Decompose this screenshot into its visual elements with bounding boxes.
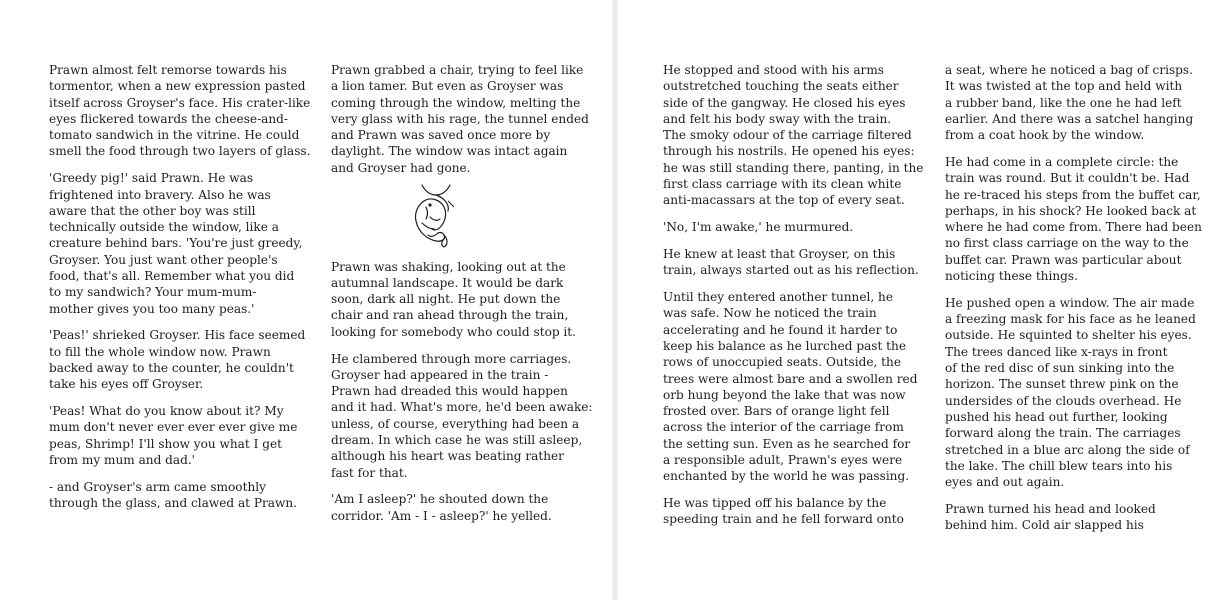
paragraph: [49, 62, 311, 160]
text-line: no first class carriage on the way to the: [945, 236, 1189, 251]
text-line: to fill the whole window now. Prawn: [49, 344, 271, 359]
text-column-4: [945, 62, 1202, 544]
text-line: Groyser. You just want other people's: [49, 252, 278, 267]
text-line: itself across Groyser's face. His crater-like: [49, 95, 311, 110]
text-line: train was round. But it couldn't be. Had: [945, 171, 1190, 186]
text-line: across the interior of the carriage from: [663, 420, 904, 435]
paragraph: [663, 62, 924, 209]
text-line: - and Groyser's arm came smoothly: [49, 479, 266, 494]
paragraph: [663, 219, 893, 235]
paragraph: [663, 246, 919, 279]
paragraph: [331, 351, 593, 481]
text-line: He stopped and stood with his arms: [663, 63, 885, 77]
text-line: Prawn almost felt remorse towards his: [49, 63, 287, 77]
text-line: 'Greedy pig!' said Prawn. He was: [49, 171, 254, 186]
text-line: enchanted by the world he was passing.: [663, 469, 910, 484]
text-line: corridor. 'Am - I - asleep?' he yelled.: [331, 508, 552, 523]
text-line: The trees danced like x-rays in front: [945, 344, 1168, 359]
text-line: first class carriage with its clean white: [663, 177, 902, 192]
text-line: speeding train and he fell forward onto: [663, 512, 904, 527]
text-line: dream. In which case he was still asleep,: [331, 433, 583, 448]
text-line: forward along the train. The carriages: [945, 426, 1181, 441]
text-line: 'No, I'm awake,' he murmured.: [663, 220, 854, 235]
text-line: rows of unoccupied seats. Outside, the: [663, 355, 901, 370]
text-line: creature behind bars. 'You're just greedy,: [49, 236, 303, 251]
text-line: fast for that.: [331, 465, 408, 480]
text-column-1: [49, 62, 311, 522]
text-line: mother gives you too many peas.': [49, 301, 255, 316]
text-line: of the red disc of sun sinking into the: [945, 361, 1175, 376]
text-line: the setting sun. Even as he searched for: [663, 436, 911, 451]
text-line: and it had. What's more, he'd been awake:: [331, 400, 593, 415]
text-line: he was still standing there, panting, in the: [663, 160, 924, 175]
text-line: perhaps, in his shock? He looked back at: [945, 203, 1197, 218]
text-line: a responsible adult, Prawn's eyes were: [663, 453, 903, 468]
text-line: and Groyser had gone.: [331, 160, 471, 175]
text-line: a rubber band, like the one he had left: [945, 95, 1182, 110]
text-line: from my mum and dad.': [49, 453, 196, 468]
text-line: backed away to the counter, he couldn't: [49, 361, 294, 376]
paragraph: [945, 501, 1175, 534]
paragraph: [49, 327, 306, 392]
text-column-2: [331, 62, 593, 535]
text-line: where he had come from. There had been: [945, 220, 1202, 235]
text-line: 'Peas!' shrieked Groyser. His face seemed: [49, 328, 306, 343]
text-line: the lake. The chill blew tears into his: [945, 458, 1173, 473]
text-line: noticing these things.: [945, 269, 1078, 284]
text-line: tomato sandwich in the vitrine. He could: [49, 128, 300, 143]
text-line: technically outside the window, like a: [49, 220, 279, 235]
text-line: buffet car. Prawn was particular about: [945, 252, 1182, 267]
page-gutter: [612, 0, 618, 600]
paragraph: [331, 491, 561, 524]
text-line: outstretched touching the seats either: [663, 79, 899, 94]
paragraph: [49, 403, 298, 468]
text-line: through the glass, and clawed at Prawn.: [49, 496, 298, 511]
text-line: He knew at least that Groyser, on this: [663, 246, 896, 261]
text-line: Until they entered another tunnel, he: [663, 290, 893, 305]
text-line: aware that the other boy was still: [49, 203, 256, 218]
text-line: He had come in a complete circle: the: [945, 154, 1179, 169]
text-line: pushed his head out further, looking: [945, 409, 1168, 424]
text-line: horizon. The sunset threw pink on the: [945, 377, 1179, 392]
text-line: earlier. And there was a satchel hanging: [945, 111, 1194, 126]
text-line: mum don't never ever ever ever give me: [49, 420, 298, 435]
text-line: unless, of course, everything had been a: [331, 416, 580, 431]
text-line: although his heart was beating rather: [331, 449, 564, 464]
paragraph: [49, 479, 298, 512]
text-line: Prawn turned his head and looked: [945, 501, 1156, 516]
text-line: soon, dark all night. He put down the: [331, 292, 561, 307]
text-line: from a coat hook by the window.: [945, 128, 1145, 143]
text-line: to my sandwich? Your mum-mum-: [49, 285, 257, 300]
text-line: and Prawn was saved once more by: [331, 128, 551, 143]
text-line: side of the gangway. He closed his eyes: [663, 95, 906, 110]
text-line: Prawn had dreaded this would happen: [331, 384, 568, 399]
paragraph: [945, 295, 1196, 491]
text-line: frosted over. Bars of orange light fell: [663, 404, 890, 419]
text-line: outside. He squinted to shelter his eyes.: [945, 328, 1192, 343]
text-line: Prawn grabbed a chair, trying to feel like: [331, 63, 584, 77]
text-line: anti-macassars at the top of every seat.: [663, 193, 905, 208]
text-line: coming through the window, melting the: [331, 95, 581, 110]
text-line: smell the food through two layers of glass.: [49, 144, 311, 159]
text-line: trees were almost bare and a swollen red: [663, 371, 918, 386]
text-line: train, always started out as his reflection.: [663, 263, 919, 278]
text-line: through his nostrils. He opened his eyes:: [663, 144, 915, 159]
text-line: Groyser had appeared in the train -: [331, 367, 549, 382]
text-line: eyes flickered towards the cheese-and-: [49, 111, 288, 126]
text-line: behind him. Cold air slapped his: [945, 518, 1144, 533]
paragraph: [663, 289, 918, 485]
text-line: accelerating and he found it harder to: [663, 322, 898, 337]
text-line: He was tipped off his balance by the: [663, 496, 887, 511]
text-line: and felt his body sway with the train.: [663, 111, 892, 126]
text-line: he re-traced his steps from the buffet car,: [945, 187, 1201, 202]
text-line: The smoky odour of the carriage filtered: [663, 128, 912, 143]
text-line: chair and ran ahead through the train,: [331, 308, 569, 323]
text-column-3: [663, 62, 924, 538]
text-line: autumnal landscape. It would be dark: [331, 275, 564, 290]
text-line: He pushed open a window. The air made: [945, 295, 1195, 310]
text-line: orb hung beyond the lake that was now: [663, 387, 906, 402]
text-line: frightened into bravery. Also he was: [49, 187, 271, 202]
text-line: eyes and out again.: [945, 475, 1065, 490]
text-line: 'Am I asleep?' he shouted down the: [331, 492, 549, 507]
paragraph: [331, 62, 589, 176]
text-line: undersides of the clouds overhead. He: [945, 393, 1182, 408]
text-line: tormentor, when a new expression pasted: [49, 79, 306, 94]
text-line: peas, Shrimp! I'll show you what I get: [49, 436, 282, 451]
text-line: keep his balance as he lurched past the: [663, 338, 906, 353]
text-line: a freezing mask for his face as he leaned: [945, 312, 1196, 327]
shrimp-illustration-icon: [404, 181, 464, 255]
text-line: a lion tamer. But even as Groyser was: [331, 79, 564, 94]
text-line: looking for somebody who could stop it.: [331, 324, 577, 339]
text-line: Prawn was shaking, looking out at the: [331, 259, 566, 274]
paragraph: [663, 495, 904, 528]
text-line: food, that's all. Remember what you did: [49, 269, 295, 284]
text-line: very glass with his rage, the tunnel ended: [331, 111, 589, 126]
paragraph: [945, 154, 1202, 284]
paragraph: [49, 170, 303, 317]
text-line: It was twisted at the top and held with: [945, 79, 1183, 94]
text-line: daylight. The window was intact again: [331, 144, 568, 159]
paragraph: [331, 259, 577, 340]
paragraph: [945, 62, 1194, 143]
text-line: take his eyes off Groyser.: [49, 377, 204, 392]
text-line: stretched in a blue arc along the side of: [945, 442, 1190, 457]
text-line: He clambered through more carriages.: [331, 351, 572, 366]
text-line: 'Peas! What do you know about it? My: [49, 404, 284, 419]
text-line: a seat, where he noticed a bag of crisps.: [945, 63, 1193, 77]
text-line: was safe. Now he noticed the train: [663, 306, 877, 321]
